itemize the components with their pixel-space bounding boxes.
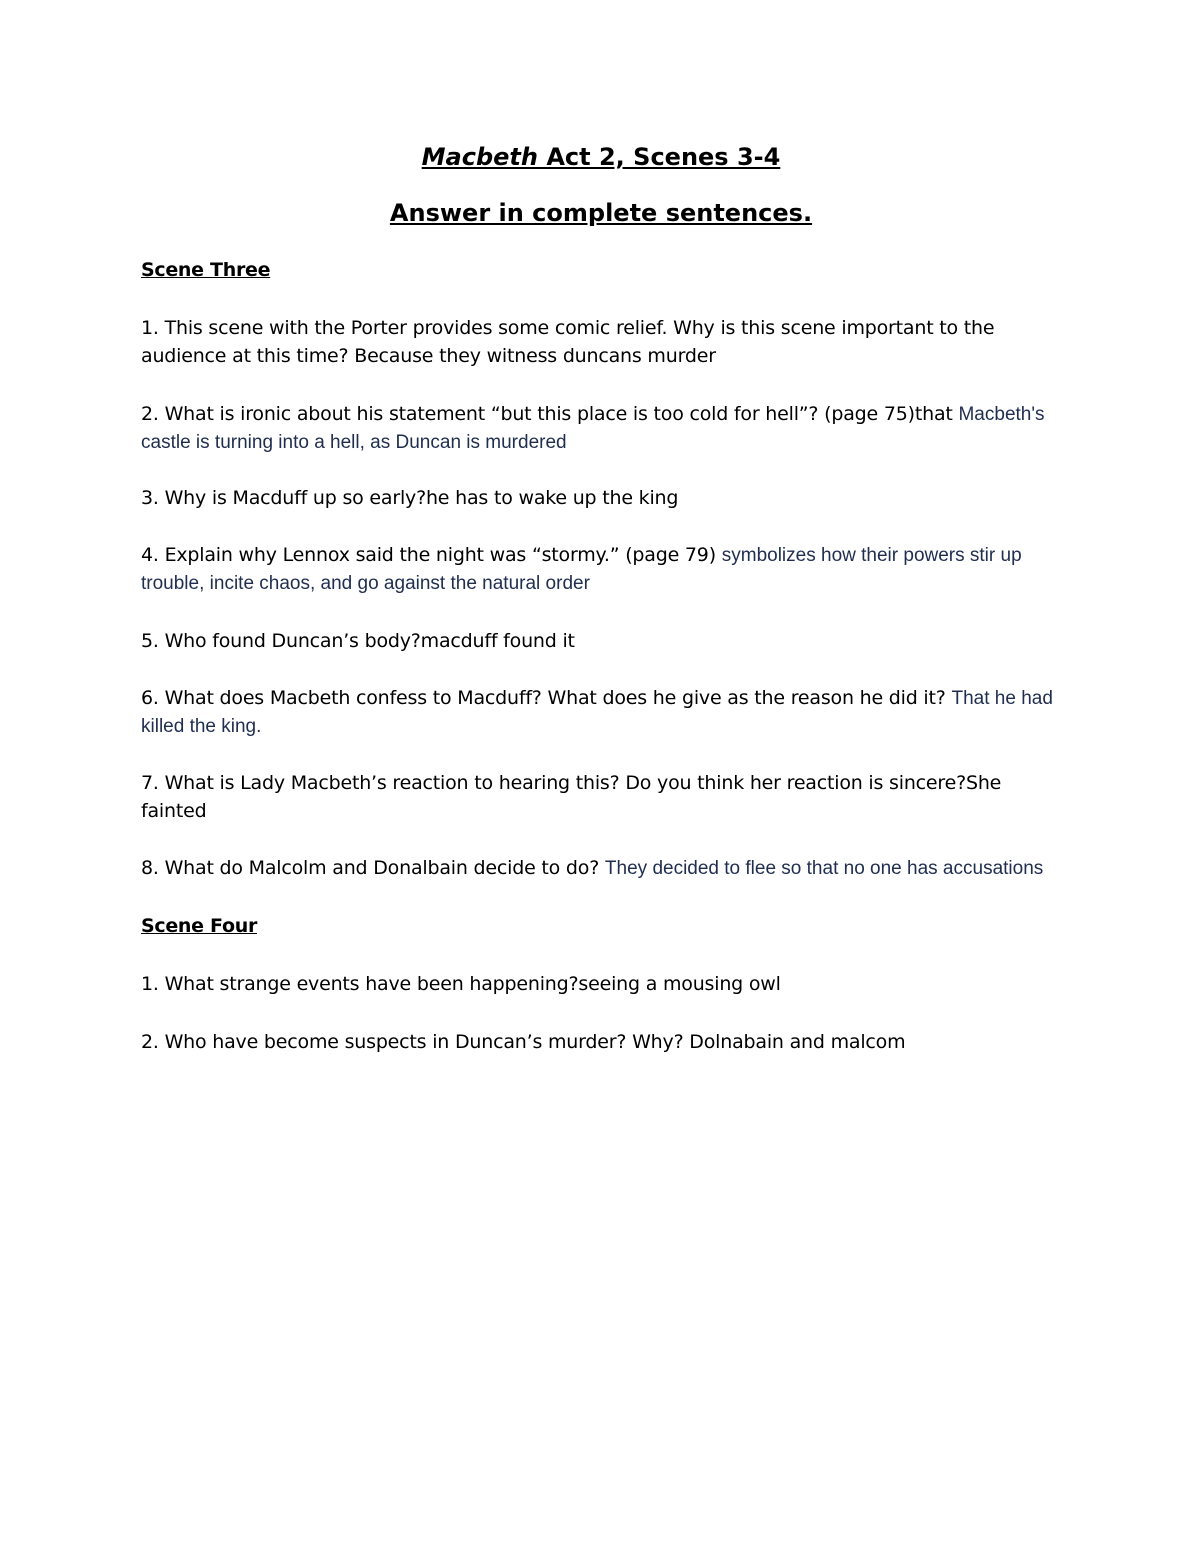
scene4-question-1 [141, 970, 1061, 998]
answer-text: Macbeth's castle is turning into a hell, as Duncan is murdered [141, 404, 1045, 453]
question-text: 8. What do Malcolm and Donalbain decide to do? [141, 857, 605, 879]
question-text: 3. Why is Macduff up so early? [141, 487, 426, 509]
scene3-question-5 [141, 627, 1061, 655]
scene-four-heading: Scene Four [141, 915, 258, 937]
document-subtitle: Answer in complete sentences. [389, 199, 813, 227]
document-page [141, 140, 1061, 1056]
question-text: 1. This scene with the Porter provides some comic relief. Why is this scene important to the audience at this time? [141, 317, 995, 367]
scene3-question-3 [141, 484, 1061, 512]
scene3-question-4 [141, 541, 1061, 597]
scene4-question-2 [141, 1028, 1061, 1056]
question-text: 2. What is ironic about his statement “but this place is too cold for hell”? (page 75)that [141, 403, 959, 425]
answer-text: macduff found it [420, 630, 575, 652]
question-text: 6. What does Macbeth confess to Macduff? What does he give as the reason he did it? [141, 687, 952, 709]
answer-text: She fainted [141, 772, 1002, 822]
answer-text: Dolnabain and malcom [689, 1031, 906, 1053]
scene3-question-7 [141, 769, 1061, 825]
title-rest: Act 2, Scenes 3-4 [538, 143, 781, 171]
question-text: 2. Who have become suspects in Duncan’s murder? Why? [141, 1031, 690, 1053]
scene-three-heading: Scene Three [141, 259, 271, 281]
question-text: 1. What strange events have been happening? [141, 973, 579, 995]
answer-text: seeing a mousing owl [578, 973, 781, 995]
scene3-question-2 [141, 400, 1061, 456]
scene3-question-1 [141, 314, 1061, 370]
answer-text: Because they witness duncans murder [354, 345, 716, 367]
answer-text: he has to wake up the king [425, 487, 679, 509]
title-play-name: Macbeth [421, 143, 538, 171]
answer-text: They decided to flee so that no one has accusations [604, 858, 1044, 879]
question-text: 4. Explain why Lennox said the night was “stormy.” (page 79) [141, 544, 722, 566]
scene3-question-6 [141, 684, 1061, 740]
answer-text: That he had killed the king. [141, 688, 1053, 737]
document-title [141, 140, 1061, 174]
question-text: 7. What is Lady Macbeth’s reaction to hearing this? Do you think her reaction is sincere? [141, 772, 966, 794]
question-text: 5. Who found Duncan’s body? [141, 630, 421, 652]
scene3-question-8 [141, 854, 1061, 882]
answer-text: symbolizes how their powers stir up trouble, incite chaos, and go against the natural order [141, 545, 1022, 594]
